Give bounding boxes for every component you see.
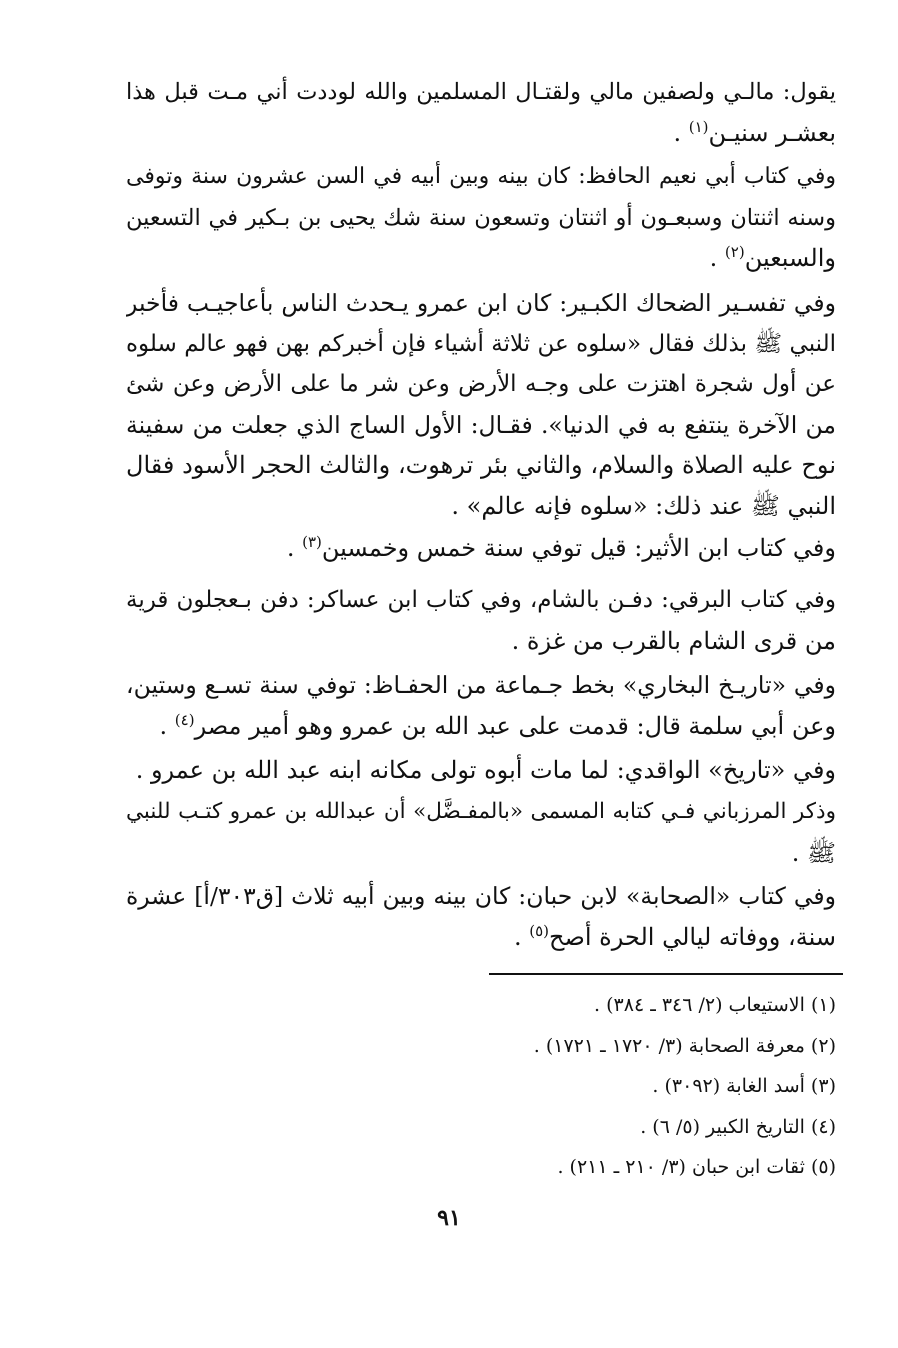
text-line: والسبعين$^{(٢)}$ . [709,243,836,272]
footnote-ref: (٥) [529,921,549,940]
footnote-divider [489,973,843,975]
footnote: (٤) التاريخ الكبير (٥/ ٦) . [640,1115,836,1138]
text-line: من قرى الشام بالقرب من غزة . [511,626,836,655]
paragraph [126,792,836,873]
page-number: ٩١ [437,1205,461,1231]
text-line: عن أول شجرة اهتزت على وجـه الأرض وعن شر ما على الأرض وعن شئ [126,371,836,397]
text-line: وعن أبي سلمة قال: قدمت على عبد الله بن عمرو وهو أمير مصر$^{(٤)}$ . [159,710,836,740]
text-line: وفي كتاب أبي نعيم الحافظ: كان بينه وبين أبيه في السن عشرون سنة وتوفى [126,164,836,189]
footnote-ref: (٣) [302,533,322,551]
text-line: وذكر المرزباني فـي كتابه المسمى «بالمفـضَّل» أن عبدالله بن عمرو كتـب للنبي [126,799,836,824]
footnote: (١) الاستيعاب (٢/ ٣٤٦ ـ ٣٨٤) . [594,994,836,1016]
text-line: من الآخرة ينتفع به في الدنيا». فقـال: الأول الساج الذي جعلت من سفينة [126,410,836,439]
paragraph [126,665,836,746]
footnote-ref: (٤) [174,710,195,729]
footnote-ref: (١) [688,117,709,136]
text-line: سنة، ووفاته ليالي الحرة أصح$^{(٥)}$ . [513,921,836,951]
text-line: وفي كتاب البرقي: دفـن بالشام، وفي كتاب ابن عساكر: دفن بـعجلون قرية [126,587,836,613]
paragraph [126,283,836,526]
text-line: نوح عليه الصلاة والسلام، والثاني بئر ترهوت، والثالث الحجر الأسود فقال [126,451,836,479]
text-line: وفي تفسـير الضحاك الكبـير: كان ابن عمرو يـحدث الناس بأعاجيـب فأخبر [126,289,836,317]
footnote: (٣) أسد الغابة (٣٠٩٢) . [652,1075,836,1097]
text-line: النبي ﷺ عند ذلك: «سلوه فإنه عالم» . [451,491,836,520]
text-line: النبي ﷺ بذلك فقال «سلوه عن ثلاثة أشياء فإن أخبركم بهن فهو عالم سلوه [126,330,836,357]
paragraph [126,157,836,279]
paragraph [126,750,836,791]
footnote: (٢) معرفة الصحابة (٣/ ١٧٢٠ ـ ١٧٢١) . [533,1034,836,1057]
text-line: ﷺ . [791,838,836,867]
paragraph [126,580,836,661]
footnote-ref: (٢) [724,243,745,261]
text-line: وفي «تاريـخ البخاري» بخط جـماعة من الحفـاظ: توفي سنة تسـع وستين، [126,671,836,699]
text-line: وفي «تاريخ» الواقدي: لما مات أبوه تولى مكانه ابنه عبد الله بن عمرو . [135,756,836,784]
text-line: وسنه اثنتان وسبعـون أو اثنتان وتسعون سنة شك يحيى بن بـكير في التسعين [126,204,836,231]
paragraph [126,72,836,153]
text-line: يقول: مالـي ولصفين مالي ولقتـال المسلمين والله لوددت أني مـت قبل هذا [126,79,836,105]
footnote: (٥) ثقات ابن حبان (٣/ ٢١٠ ـ ٢١١) . [557,1156,836,1178]
paragraph [126,876,836,957]
footnotes [336,985,836,1188]
text-line: بعشـر سنيـن$^{(١)}$ . [673,117,836,147]
text-line: وفي كتاب ابن الأثير: قيل توفي سنة خمس وخمسين$^{(٣)}$ . [286,533,836,562]
text-line: وفي كتاب «الصحابة» لابن حبان: كان بينه وبين أبيه ثلاث [ق٣٠٣/أ] عشرة [126,882,836,910]
paragraph [126,528,836,569]
